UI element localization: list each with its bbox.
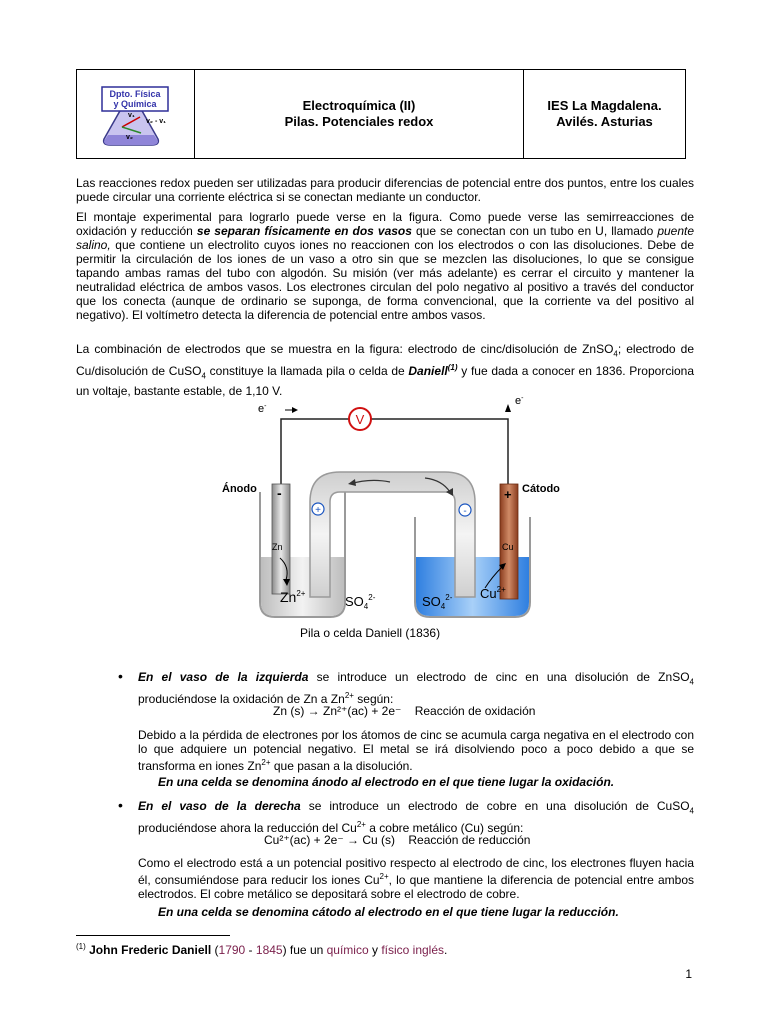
daniell-cell-figure — [210, 392, 560, 642]
electron-left: e- — [258, 403, 267, 415]
school-location: Avilés. Asturias — [556, 114, 653, 129]
anode-definition: En una celda se denomina ánodo al electrodo en el que tiene lugar la oxidación. — [158, 775, 615, 789]
chemist-link[interactable]: químico — [326, 943, 369, 957]
birth-year-link[interactable]: 1790 — [218, 943, 246, 957]
p2-text-e: que contiene un electrolito cuyos iones no reaccionen con los electrodos o con las disoluciones. Debe de permitir la circulación de los iones de un vaso a otro sin que se mezclen las disoluciones, lo que se consigue tapando ambas ramas del tubo con algodón. Su misión (ver más adelante) es cerrar el circuito y mantener la neutralidad eléctrica de ambos vasos. Los electrones circulan del polo negativo al positivo a través del conductor que los conecta (aunque de ordinario se suponga, de forma convencional, que la corriente va del positivo al negativo). El voltímetro detecta la diferencia de potencial entre ambos vasos. — [76, 238, 694, 322]
bullet-2-body-3: a cobre metálico (Cu) según: — [365, 821, 524, 836]
footnote-end: . — [444, 943, 448, 957]
anode-label: Ánodo — [222, 483, 257, 495]
svg-text:v₂: v₂ — [125, 134, 133, 141]
zn-label: Zn — [272, 542, 283, 552]
reduction-equation — [264, 833, 530, 847]
title-cell — [195, 70, 524, 158]
department-logo-icon — [86, 79, 186, 149]
p2-text-c: que se conectan con un tubo en U, llamado — [411, 224, 658, 238]
header-table — [76, 69, 686, 159]
cathode-label: Cátodo — [522, 483, 560, 495]
so4-right-label: $SO_4^{2-}$ — [422, 593, 453, 611]
svg-text:+: + — [315, 505, 321, 516]
bullet-1-icon: • — [118, 668, 123, 684]
eq1-label: Reacción de oxidación — [414, 704, 536, 718]
oxidation-equation — [273, 704, 535, 718]
eq1-formula: Zn (s) → Zn²⁺(ac) + 2e⁻ — [273, 704, 402, 718]
footnote-divider — [76, 935, 230, 936]
bullet-1-body-3: según: — [353, 692, 394, 707]
doc-title: Electroquímica (II) — [302, 98, 416, 113]
so4-left-label: $SO_4^{2-}$ — [345, 593, 376, 611]
bullet-1-body-2: produciéndose la oxidación de Zn a Zn — [138, 692, 345, 707]
doc-subtitle: Pilas. Potenciales redox — [284, 114, 434, 129]
bullet-1-text: En el vaso de la izquierda se introduce un electrodo de cinc en una disolución de ZnSO$_4$ produciéndose la oxidación de Zn a $Zn^{2+}$ según: — [138, 670, 694, 707]
svg-text:v₂ - v₁: v₂ - v₁ — [145, 118, 166, 125]
paragraph-1: Las reacciones redox pueden ser utilizadas para producir diferencias de potencial entre dos puntos, entre los cuales puede circular una corriente eléctrica si se conectan mediante un conductor. — [76, 176, 694, 204]
anode-sign: - — [277, 485, 282, 501]
p2-text-a: El montaje experimental para lograrlo puede verse en la figura. Como puede verse las semirreacciones de oxidación y reducción — [76, 210, 694, 238]
zn-ion-label: $Zn^{2+}$ — [280, 589, 306, 605]
p2-emphasis: se separan físicamente en dos vasos — [196, 224, 412, 238]
footnote-dash: - — [245, 943, 256, 957]
paragraph-3: La combinación de electrodos que se muestra en la figura: electrodo de cinc/disolución de ZnSO$_4$; electrodo de Cu/disolución de CuSO$_4$ constituye la llamada pila o celda de Daniell$^{(1)}$ y fue dada a conocer en 1836. Proporciona un voltaje, bastante estable, de 1,10 V. — [76, 342, 695, 398]
p2-salt-bridge: puente salino, — [76, 224, 695, 252]
b1-para-text: Debido a la pérdida de electrones por los átomos de cinc se acumula carga negativa en el electrodo con lo que adquiere un potencial negativo. El metal se irá disolviendo poco a poco debido a que se transforma en iones Zn — [138, 728, 694, 773]
b2-para-end: , lo que mantiene la diferencia de potencial entre ambos electrodos. El cobre metálico se depositará sobre el electrodo de cobre. — [138, 873, 694, 901]
voltmeter-label: V — [355, 412, 365, 427]
cu-ion-label: $Cu^{2+}$ — [480, 585, 506, 601]
cathode-definition: En una celda se denomina cátodo al electrodo en el que tiene lugar la reducción. — [158, 905, 619, 919]
logo-cell — [77, 70, 195, 158]
cu-label: Cu — [502, 542, 514, 552]
physicist-link[interactable]: físico inglés — [381, 943, 445, 957]
bullet-2-icon: • — [118, 797, 123, 813]
b2-para-text: Como el electrodo está a un potencial positivo respecto al electrodo de cinc, los electrones fluyen hacia él, consumiéndose para reducir los iones Cu — [138, 856, 694, 887]
school-cell — [524, 70, 685, 158]
logo-text-1: Dpto. Física — [108, 89, 161, 99]
bullet-1-paragraph: Debido a la pérdida de electrones por los átomos de cinc se acumula carga negativa en el electrodo con lo que adquiere un potencial negativo. El metal se irá disolviendo poco a poco debido a que se transforma en iones $Zn^{2+}$ que pasan a la disolución. — [138, 728, 694, 773]
eq2-label: Reacción de reducción — [408, 833, 531, 847]
b1-para-end: que pasan a la disolución. — [270, 759, 413, 773]
bullet-2-text: En el vaso de la derecha se introduce un electrodo de cobre en una disolución de CuSO$_4$ produciéndose ahora la reducción del $Cu^{2+}$ a cobre metálico (Cu) según: — [138, 799, 694, 836]
school-name: IES La Magdalena. — [547, 98, 662, 113]
p3-daniell: Daniell — [408, 364, 448, 379]
death-year-link[interactable]: 1845 — [255, 943, 283, 957]
footnote-mark: (1) — [76, 942, 86, 951]
footnote-name: John Frederic Daniell — [89, 943, 212, 957]
svg-text:v₁: v₁ — [127, 112, 135, 119]
p3-text-c: constituye la llamada pila o celda de — [205, 364, 409, 379]
cathode-sign: + — [504, 487, 512, 502]
electron-right: e- — [515, 395, 524, 407]
page-number: 1 — [685, 967, 692, 981]
figure-caption: Pila o celda Daniell (1836) — [300, 626, 441, 640]
bullet-1-heading: En el vaso de la izquierda — [138, 670, 309, 684]
footnote-open: ( — [211, 943, 219, 957]
svg-text:-: - — [463, 506, 467, 517]
footnote-and: y — [368, 943, 382, 957]
bullet-2-paragraph: Como el electrodo está a un potencial positivo respecto al electrodo de cinc, los electrones fluyen hacia él, consumiéndose para reducir los iones $Cu^{2+}$, lo que mantiene la diferencia de potencial entre ambos electrodos. El cobre metálico se depositará sobre el electrodo de cobre. — [138, 856, 694, 901]
footnote — [76, 942, 447, 957]
p3-text-b: ; electrodo de Cu/disolución de CuSO — [76, 342, 694, 379]
bullet-2-body: se introduce un electrodo de cobre en una disolución de CuSO — [300, 799, 690, 813]
footnote-mid: ) fue un — [282, 943, 327, 957]
p3-text-a: La combinación de electrodos que se muestra en la figura: electrodo de cinc/disolución de ZnSO — [76, 342, 614, 356]
logo-text-2: y Química — [112, 99, 157, 109]
bullet-2-heading: En el vaso de la derecha — [138, 799, 301, 813]
paragraph-2 — [76, 210, 694, 322]
bullet-2-body-2: produciéndose ahora la reducción del Cu — [138, 821, 357, 836]
p3-text-e: y fue dada a conocer en 1836. Proporciona un voltaje, bastante estable, de 1,10 V. — [76, 364, 695, 398]
eq2-formula: Cu²⁺(ac) + 2e⁻ → Cu (s) — [264, 833, 396, 847]
bullet-1-body: se introduce un electrodo de cinc en una disolución de ZnSO — [308, 670, 690, 684]
